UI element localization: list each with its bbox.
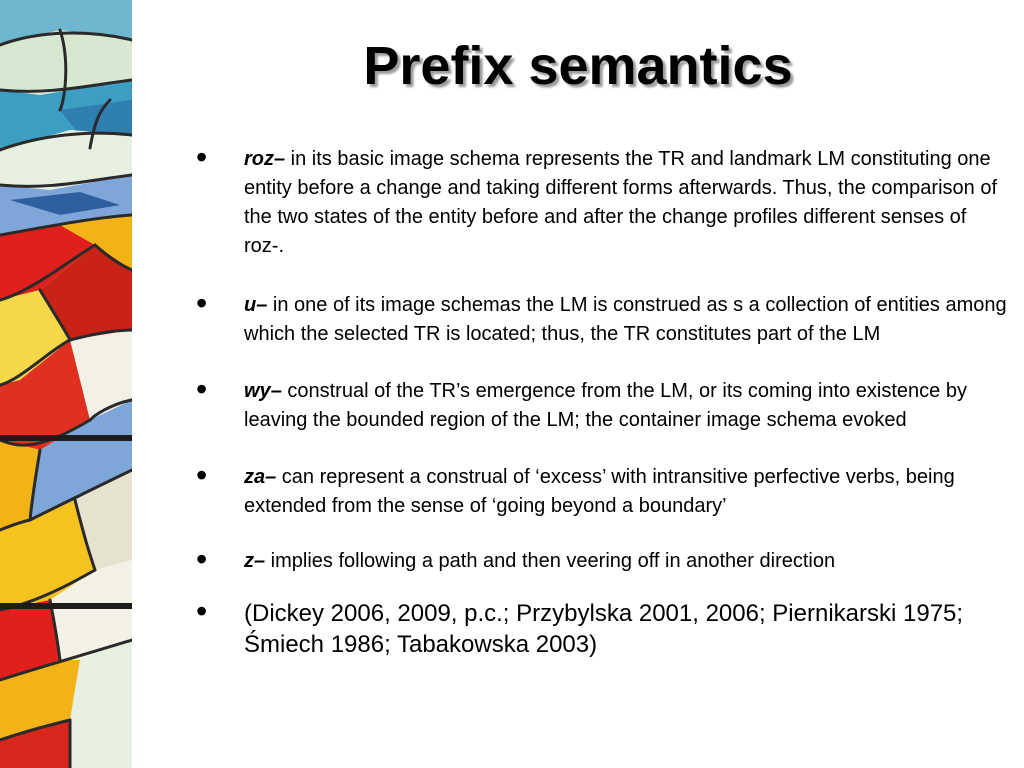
prefix-term: u xyxy=(244,294,257,316)
prefix-term: roz xyxy=(244,148,274,170)
prefix-dash: – xyxy=(256,294,268,316)
prefix-dash: – xyxy=(265,466,277,488)
bullet-icon: • xyxy=(196,285,208,321)
references-text: (Dickey 2006, 2009, p.c.; Przybylska 2001, 2006; Piernikarski 1975; Śmiech 1986; Tabakowska 2003) xyxy=(244,600,964,658)
bullet-icon: • xyxy=(196,593,208,629)
prefix-term: za xyxy=(244,466,266,488)
prefix-term: wy xyxy=(244,380,271,402)
bullet-text: implies following a path and then veering off in another direction xyxy=(265,550,836,572)
bullet-item-u xyxy=(196,285,1011,349)
bullet-text: in one of its image schemas the LM is construed as s a collection of entities among which the selected TR is located; thus, the TR constitutes part of the LM xyxy=(244,294,1007,345)
bullet-item-references xyxy=(196,593,1011,660)
bullet-icon: • xyxy=(196,371,208,407)
prefix-dash: – xyxy=(270,380,282,402)
bullet-list xyxy=(196,139,1011,660)
bullet-icon: • xyxy=(196,139,208,175)
prefix-term: z xyxy=(244,550,254,572)
bullet-icon: • xyxy=(196,457,208,493)
slide-title: Prefix semantics xyxy=(363,36,793,96)
stained-glass-decoration xyxy=(0,0,132,768)
bullet-item-z xyxy=(196,541,1011,577)
bullet-item-wy xyxy=(196,371,1011,435)
bullet-item-za xyxy=(196,457,1011,521)
bullet-text: construal of the TR’s emergence from the LM, or its coming into existence by leaving the bounded region of the LM; the container image schema evoked xyxy=(244,380,967,431)
prefix-dash: – xyxy=(254,550,266,572)
bullet-item-roz xyxy=(196,139,1011,261)
bullet-text: can represent a construal of ‘excess’ with intransitive perfective verbs, being extended from the sense of ‘going beyond a boundary’ xyxy=(244,466,955,517)
bullet-icon: • xyxy=(196,541,208,577)
prefix-dash: – xyxy=(274,148,286,170)
bullet-text: in its basic image schema represents the TR and landmark LM constituting one entity before a change and taking different forms afterwards. Thus, the comparison of the two states of the entity before and after the change profiles different senses of roz-. xyxy=(244,148,998,257)
